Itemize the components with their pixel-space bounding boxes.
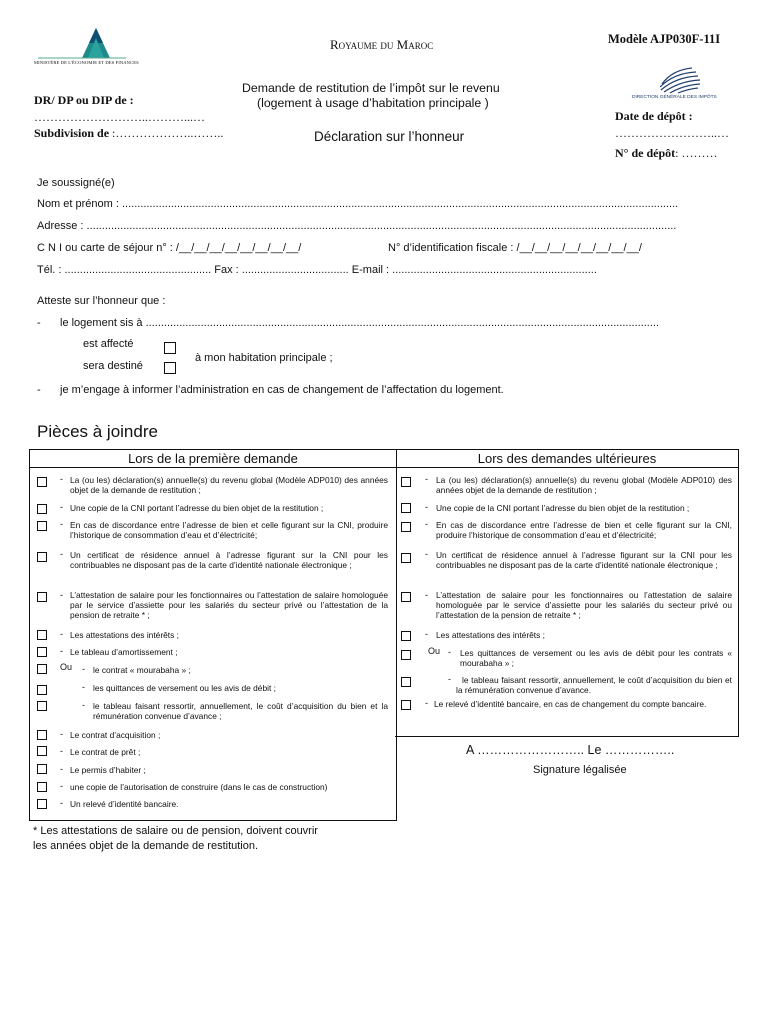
checkbox[interactable]	[37, 552, 47, 562]
pieces-title: Pièces à joindre	[37, 422, 158, 441]
adresse-field[interactable]: Adresse : .................................................................................................................................................................................................	[37, 220, 677, 232]
checkbox[interactable]	[37, 782, 47, 792]
place-date-field[interactable]: A …………………….. Le ……………..	[466, 743, 675, 757]
checkbox[interactable]	[401, 503, 411, 513]
checkbox[interactable]	[401, 522, 411, 532]
list-item: L’attestation de salaire pour les fonctionnaires ou l’attestation de salaire homologuée par le service d’assiette pour les salariés du secteur privé ou l’attestation de la pension de retraite * ;	[436, 590, 732, 621]
list-item: Une copie de la CNI portant l’adresse du bien objet de la restitution ;	[436, 503, 690, 513]
subdivision-dots: :………………..……..	[109, 126, 224, 140]
est-affecte-label: est affecté	[83, 338, 134, 350]
dash: -	[60, 549, 63, 559]
checkbox[interactable]	[37, 799, 47, 809]
dash: -	[60, 502, 63, 512]
checkbox[interactable]	[401, 631, 411, 641]
dash: -	[60, 729, 63, 739]
dash: -	[60, 798, 63, 808]
dash: -	[82, 682, 85, 692]
dash: -	[60, 519, 63, 529]
list-item: Les attestations des intérêts ;	[70, 630, 179, 640]
est-affecte-checkbox[interactable]	[164, 342, 176, 354]
list-item: le tableau faisant ressortir, annuellement, le coût d’acquisition du bien et la rémunération convenue d’avance ;	[93, 701, 388, 722]
dash: -	[425, 549, 428, 559]
dash: -	[60, 764, 63, 774]
list-item: le tableau faisant ressortir, annuellement, le coût d’acquisition du bien et la rémunération convenue d’avance.	[456, 675, 732, 696]
signature-label: Signature légalisée	[533, 764, 627, 776]
checkbox[interactable]	[401, 677, 411, 687]
list-item: En cas de discordance entre l’adresse de bien et celle figurant sur la CNI, produire l’historique de consommation d’eau et d’électricité;	[70, 520, 388, 541]
checkbox[interactable]	[401, 650, 411, 660]
ministry-logo-text: MINISTÈRE DE L'ÉCONOMIE ET DES FINANCES	[34, 60, 139, 65]
footnote-line2: les années objet de la demande de restitution.	[33, 840, 259, 852]
atteste-label: Atteste sur l’honneur que :	[37, 295, 166, 307]
checkbox[interactable]	[401, 592, 411, 602]
contact-field[interactable]: Tél. : ................................................ Fax : ................................... E-mail : ...................................................................	[37, 264, 597, 276]
list-item: La (ou les) déclaration(s) annuelle(s) du revenu global (Modèle ADP010) des années objet de la demande de restitution ;	[70, 475, 388, 496]
ou-label: Ou	[428, 646, 441, 656]
dash: -	[37, 317, 41, 329]
dash: -	[425, 629, 428, 639]
list-item: Un certificat de résidence annuel à l’adresse figurant sur la CNI pour les contribuables ne disposant pas de la carte d’identité nationale électronique ;	[70, 550, 388, 571]
list-item: le contrat « mourabaha » ;	[93, 665, 191, 675]
checkbox[interactable]	[37, 730, 47, 740]
list-item: Le relevé d’identité bancaire, en cas de changement du compte bancaire.	[434, 699, 707, 709]
dgi-logo	[632, 60, 720, 104]
list-item: Le permis d’habiter ;	[70, 765, 146, 775]
list-item: Le contrat d’acquisition ;	[70, 730, 161, 740]
num-dots: : ………	[675, 146, 718, 160]
checkbox[interactable]	[37, 521, 47, 531]
list-item: Un certificat de résidence annuel à l’adresse figurant sur la CNI pour les contribuables ne disposant pas de la carte d’identité nationale électronique ;	[436, 550, 732, 571]
sera-destine-label: sera destiné	[83, 360, 143, 372]
checkbox[interactable]	[401, 700, 411, 710]
title-line1: Demande de restitution de l’impôt sur le revenu	[242, 81, 500, 95]
checkbox[interactable]	[37, 764, 47, 774]
checkbox[interactable]	[37, 685, 47, 695]
dash: -	[82, 700, 85, 710]
dash: -	[425, 502, 428, 512]
right-column-header: Lors des demandes ultérieures	[477, 451, 657, 466]
list-item: Le tableau d’amortissement ;	[70, 647, 178, 657]
header-divider-right	[395, 467, 739, 468]
title-line3: Déclaration sur l’honneur	[314, 129, 465, 144]
list-item: La (ou les) déclaration(s) annuelle(s) du revenu global (Modèle ADP010) des années objet de la demande de restitution ;	[436, 475, 732, 496]
sera-destine-checkbox[interactable]	[164, 362, 176, 374]
list-item: En cas de discordance entre l’adresse de bien et celle figurant sur la CNI, produire l’historique de consommation d’eau et d’électricité;	[436, 520, 732, 541]
habitation-label: à mon habitation principale ;	[195, 352, 333, 364]
dash: -	[425, 474, 428, 484]
list-item: L’attestation de salaire pour les fonctionnaires ou l’attestation de salaire homologuée par le service d’assiette pour les salariés du secteur privé ou l’attestation de la pension de retraite * ;	[70, 590, 388, 621]
if-field[interactable]: N° d’identification fiscale : /__/__/__/__/__/__/__/__/	[388, 242, 642, 254]
checkbox[interactable]	[401, 477, 411, 487]
list-item: Les attestations des intérêts ;	[436, 630, 545, 640]
dash: -	[60, 474, 63, 484]
dash: -	[425, 590, 428, 600]
subdivision-field[interactable]	[34, 126, 223, 141]
nom-field[interactable]: Nom et prénom : ......................................................................................................................................................................................	[37, 198, 679, 210]
list-item: Les quittances de versement ou les avis de débit pour les contrats « mourabaha » ;	[460, 648, 732, 669]
dash: -	[60, 746, 63, 756]
dash: -	[448, 674, 451, 684]
checkbox[interactable]	[37, 647, 47, 657]
checkbox[interactable]	[37, 746, 47, 756]
checkbox[interactable]	[37, 701, 47, 711]
dash: -	[37, 384, 41, 396]
dash: -	[425, 698, 428, 708]
num-field[interactable]	[615, 146, 717, 161]
dgi-logo-text: DIRECTION GÉNÉRALE DES IMPÔTS	[632, 95, 717, 100]
list-item: Un relevé d’identité bancaire.	[70, 799, 179, 809]
checkbox[interactable]	[37, 630, 47, 640]
subdivision-label: Subdivision de	[34, 126, 110, 140]
dr-label: DR/ DP ou DIP de :	[34, 93, 134, 107]
dash: -	[60, 781, 63, 791]
logement-field[interactable]: le logement sis à ........................................................................................................................................................................	[60, 317, 660, 329]
kingdom-title: Royaume du Maroc	[330, 37, 434, 52]
dash: -	[60, 646, 63, 656]
cni-field[interactable]: C N I ou carte de séjour n° : /__/__/__/__/__/__/__/__/	[37, 242, 302, 254]
checkbox[interactable]	[401, 553, 411, 563]
title-line2: (logement à usage d’habitation principale )	[257, 96, 489, 110]
ou-label: Ou	[60, 662, 73, 672]
engage-text: je m’engage à informer l’administration en cas de changement de l’affectation du logement.	[60, 384, 504, 396]
dash: -	[448, 647, 451, 657]
header-divider-left	[29, 467, 397, 468]
dash: -	[82, 664, 85, 674]
list-item: Le contrat de prêt ;	[70, 747, 141, 757]
list-item: une copie de l’autorisation de construire (dans le cas de construction)	[70, 782, 328, 792]
dash: -	[425, 519, 428, 529]
dr-field[interactable]: ………………………..………...…	[34, 110, 205, 124]
date-field[interactable]: ……………………..…	[615, 126, 729, 140]
list-item: Une copie de la CNI portant l’adresse du bien objet de la restitution ;	[70, 503, 324, 513]
dash: -	[60, 629, 63, 639]
date-label: Date de dépôt :	[615, 109, 693, 123]
list-item: les quittances de versement ou les avis de débit ;	[93, 683, 276, 693]
dash: -	[60, 590, 63, 600]
checkbox[interactable]	[37, 592, 47, 602]
left-column-header: Lors de la première demande	[128, 451, 298, 466]
num-label: N° de dépôt	[615, 146, 676, 160]
footnote-line1: * Les attestations de salaire ou de pension, doivent couvrir	[33, 825, 318, 837]
ministry-logo	[34, 24, 139, 74]
checkbox[interactable]	[37, 664, 47, 674]
model-number: Modèle AJP030F-11I	[608, 32, 721, 46]
checkbox[interactable]	[37, 477, 47, 487]
checkbox[interactable]	[37, 504, 47, 514]
soussigne: Je soussigné(e)	[37, 177, 115, 189]
